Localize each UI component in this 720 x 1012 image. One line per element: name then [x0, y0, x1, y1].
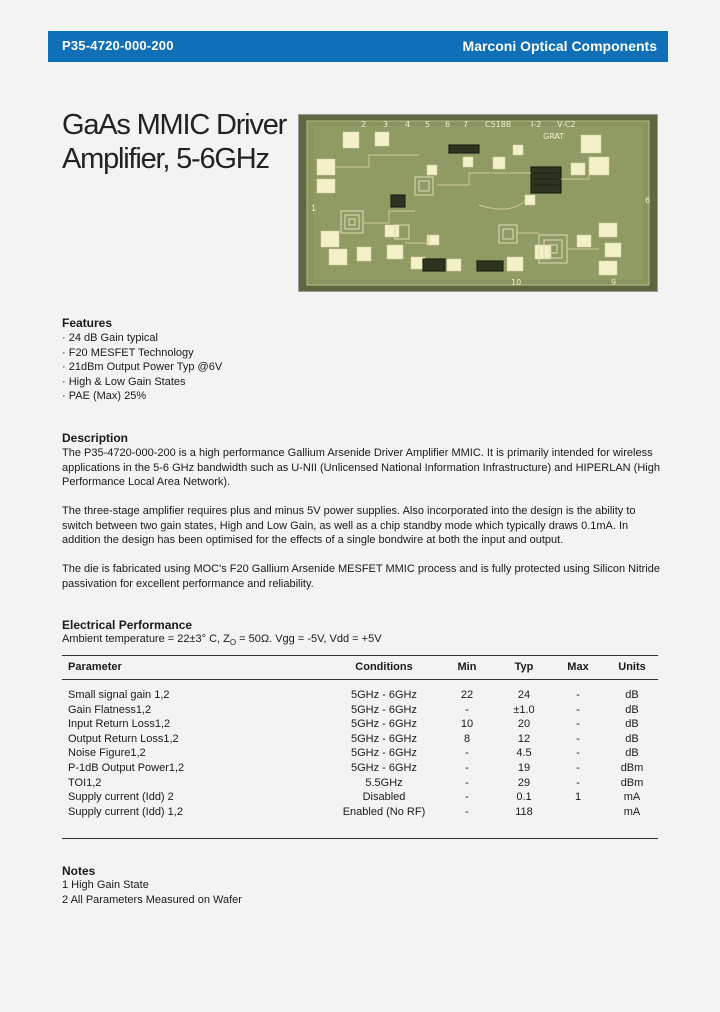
cell-parameter: Supply current (Idd) 2 [68, 791, 174, 804]
table-row [62, 718, 658, 733]
cell-typ: 118 [515, 805, 533, 818]
cell-units: dBm [620, 762, 644, 774]
cell-typ: 0.1 [516, 791, 532, 804]
cell-units: dB [625, 732, 639, 745]
cell-typ: 19 [517, 762, 531, 774]
part-number: P35-4720-000-200 [62, 38, 174, 53]
cell-max: - [576, 747, 580, 760]
feature-item: · High & Low Gain States [62, 375, 186, 388]
cell-typ: 20 [517, 718, 531, 731]
feature-item: · 24 dB Gain typical [62, 332, 158, 344]
col-header-max: Max [567, 661, 589, 673]
cell-units: dB [625, 689, 639, 701]
cell-min: - [465, 791, 469, 804]
table-row [62, 806, 658, 821]
feature-item: · F20 MESFET Technology [62, 346, 194, 359]
cell-parameter: P-1dB Output Power1,2 [68, 762, 185, 774]
die-label-2: 2 [361, 120, 367, 129]
die-label-c5188: C5188 [485, 120, 511, 129]
cell-units: dB [625, 703, 639, 716]
description-paragraph-2: The three-stage amplifier requires plus and minus 5V power supplies. Also incorporated into the design is the ability to switch between two gain states, High and Low Gain, as well as a chip standby mode which typically draws 0.1mA. In addition the design has been optimised for the effects of a single bondwire at both the input and output. [62, 505, 636, 547]
cell-typ: ±1.0 [513, 703, 535, 716]
table-rule-bottom [62, 838, 658, 839]
description-paragraph-3: The die is fabricated using MOC's F20 Gallium Arsenide MESFET MMIC process and is fully protected using Silicon Nitride passivation for excellent performance and reliability. [62, 563, 660, 590]
cell-parameter: TOI1,2 [68, 776, 102, 789]
cell-typ: 12 [517, 732, 531, 745]
die-label-i2: I-2 [531, 120, 542, 129]
die-label-1: 1 [311, 204, 317, 213]
cell-min: - [465, 805, 469, 818]
notes-heading: Notes [62, 864, 96, 878]
table-row [62, 791, 658, 806]
cell-max: - [576, 703, 580, 716]
die-label-6r: 6 [645, 196, 651, 205]
note-item: 2 All Parameters Measured on Wafer [62, 893, 242, 906]
die-label-10: 10 [511, 278, 522, 287]
cell-units: dB [625, 747, 639, 760]
cell-min: - [465, 776, 469, 789]
die-photo [298, 114, 658, 292]
cell-min: - [465, 703, 469, 716]
cell-parameter: Input Return Loss1,2 [68, 718, 171, 731]
cell-max: - [576, 776, 580, 789]
company-name: Marconi Optical Components [462, 38, 657, 54]
die-label-5: 5 [425, 120, 431, 129]
cell-max: 1 [574, 791, 582, 804]
col-header-typ: Typ [514, 661, 534, 673]
die-label-vc2: V-C2 [557, 120, 576, 129]
die-label-3: 3 [383, 120, 389, 129]
ambient-text-a: Ambient temperature = 22±3° C, Z [62, 633, 230, 645]
notes-list [62, 878, 242, 907]
cell-min: 8 [463, 732, 471, 745]
cell-min: - [465, 747, 469, 760]
header-bar [48, 31, 668, 62]
ambient-subscript: O [229, 638, 237, 648]
cell-units: mA [623, 805, 641, 818]
cell-max: - [576, 718, 580, 731]
die-label-4: 4 [405, 120, 411, 129]
die-label-7: 7 [463, 120, 469, 129]
electrical-heading: Electrical Performance [62, 618, 193, 632]
table-row [62, 777, 658, 792]
table-row [62, 689, 658, 704]
table-rule-header [62, 679, 658, 680]
die-label-6: 6 [445, 120, 451, 129]
features-heading: Features [62, 316, 113, 330]
cell-min: - [465, 762, 469, 774]
col-header-parameter: Parameter [68, 661, 122, 673]
cell-conditions: 5GHz - 6GHz [350, 689, 417, 701]
table-row [62, 762, 658, 777]
die-photo-svg [299, 115, 657, 291]
col-header-min: Min [457, 661, 477, 673]
cell-conditions: Enabled (No RF) [342, 805, 426, 818]
description-heading: Description [62, 431, 129, 445]
cell-typ: 4.5 [516, 747, 532, 760]
feature-item: · 21dBm Output Power Typ @6V [62, 361, 223, 374]
cell-parameter: Noise Figure1,2 [68, 747, 146, 760]
cell-typ: 24 [517, 689, 531, 701]
cell-units: mA [623, 791, 641, 804]
table-row [62, 704, 658, 719]
die-label-grat: GRAT [543, 132, 565, 141]
cell-parameter: Output Return Loss1,2 [68, 732, 179, 745]
ambient-conditions [62, 633, 382, 647]
col-header-conditions: Conditions [355, 661, 413, 673]
description-paragraph-1: The P35-4720-000-200 is a high performance Gallium Arsenide Driver Amplifier MMIC. It is primarily intended for wireless applications in the 5-6 GHz bandwidth such as U-NII (Unlicensed National Information Infrastructure) and HIPERLAN (High Performance Local Area Network). [62, 447, 660, 489]
table-row [62, 747, 658, 762]
cell-conditions: 5GHz - 6GHz [350, 703, 417, 716]
col-header-units: Units [618, 661, 646, 673]
cell-max: - [576, 689, 580, 701]
cell-min: 10 [460, 718, 474, 731]
cell-conditions: 5.5GHz [365, 776, 403, 789]
ambient-text-b: = 50Ω. Vgg = -5V, Vdd = +5V [236, 633, 382, 645]
features-list [62, 331, 222, 404]
cell-typ: 29 [517, 776, 531, 789]
cell-min: 22 [460, 689, 474, 701]
cell-parameter: Small signal gain 1,2 [68, 689, 170, 701]
cell-conditions: 5GHz - 6GHz [350, 762, 417, 774]
page-title [62, 108, 292, 176]
title-line-1: GaAs MMIC Driver [62, 109, 287, 141]
feature-item: · PAE (Max) 25% [62, 390, 147, 403]
cell-parameter: Gain Flatness1,2 [68, 703, 152, 716]
table-row [62, 733, 658, 748]
cell-units: dBm [620, 776, 644, 789]
cell-conditions: 5GHz - 6GHz [350, 718, 417, 731]
title-line-2: Amplifier, 5-6GHz [62, 143, 269, 175]
cell-conditions: Disabled [362, 791, 406, 804]
note-item: 1 High Gain State [62, 879, 149, 891]
table-rule-top [62, 655, 658, 656]
cell-max: - [576, 732, 580, 745]
die-label-9: 9 [611, 278, 617, 287]
cell-max: - [576, 762, 580, 774]
cell-units: dB [625, 718, 639, 731]
cell-parameter: Supply current (Idd) 1,2 [68, 805, 183, 818]
cell-conditions: 5GHz - 6GHz [350, 732, 417, 745]
cell-conditions: 5GHz - 6GHz [350, 747, 417, 760]
